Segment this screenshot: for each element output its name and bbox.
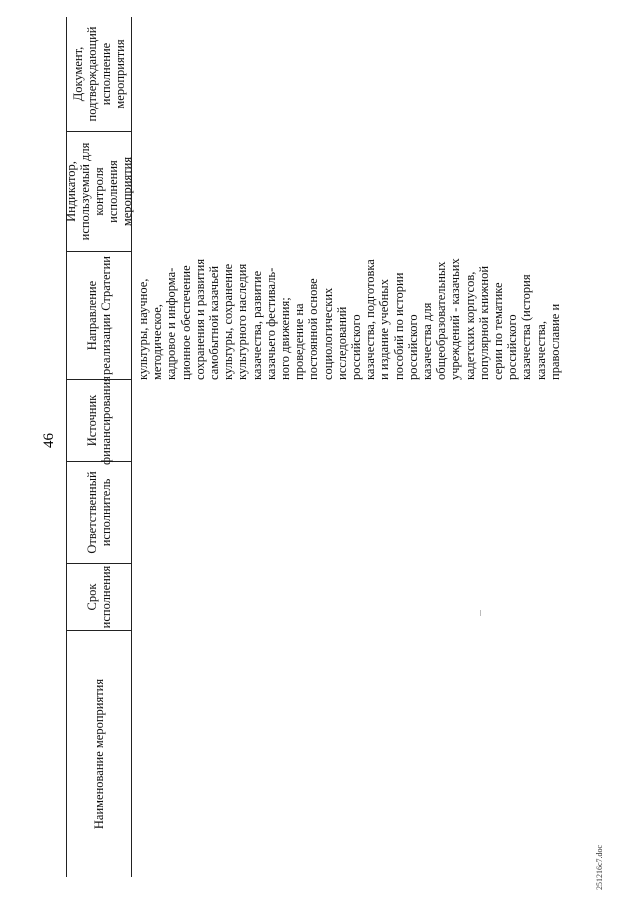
header-deadline (67, 564, 131, 631)
strategy-direction-cell-text: культуры, научное, методическое, кадровое и информа- ционное обеспечение сохранения и развития самобытной казачьей культуры, сохранение культурного наследия казачества, развитие казачьего фестиваль- ного движения; проведение на постоянной основе социологических исследований российского казачества, подготовка и издание учебных пособий по истории российского казачества для общеобразовательных учреждений - казачьих кадетских корпусов, популярной книжной серии по тематике российского казачества (история казачества, православие и (136, 258, 562, 380)
header-funding-source (67, 376, 131, 465)
header-deadline-label: Срок исполнения (85, 565, 113, 629)
header-responsible (67, 462, 131, 564)
footer-filename: 251216c7.doc (595, 844, 604, 890)
header-indicator-label: Индикатор, используемый для контроля исполнения мероприятия (64, 142, 134, 241)
header-strategy-direction (67, 252, 131, 380)
header-funding-source-label: Источник финансирования (85, 376, 113, 465)
activity-table (66, 17, 640, 877)
header-responsible-label: Ответственный исполнитель (85, 471, 113, 554)
header-strategy-direction-label: Направление реализации Стратегии (85, 256, 113, 375)
header-confirming-document-label: Документ, подтверждающий исполнение мероприятия (71, 26, 127, 122)
rotated-table-container (66, 17, 640, 877)
scan-artifact (480, 610, 481, 616)
table-header-row (66, 17, 132, 877)
header-activity-name (67, 631, 131, 877)
header-indicator (64, 132, 134, 252)
page-number: 46 (41, 433, 57, 448)
header-activity-name-label: Наименование мероприятия (92, 678, 106, 830)
header-confirming-document (67, 17, 131, 132)
